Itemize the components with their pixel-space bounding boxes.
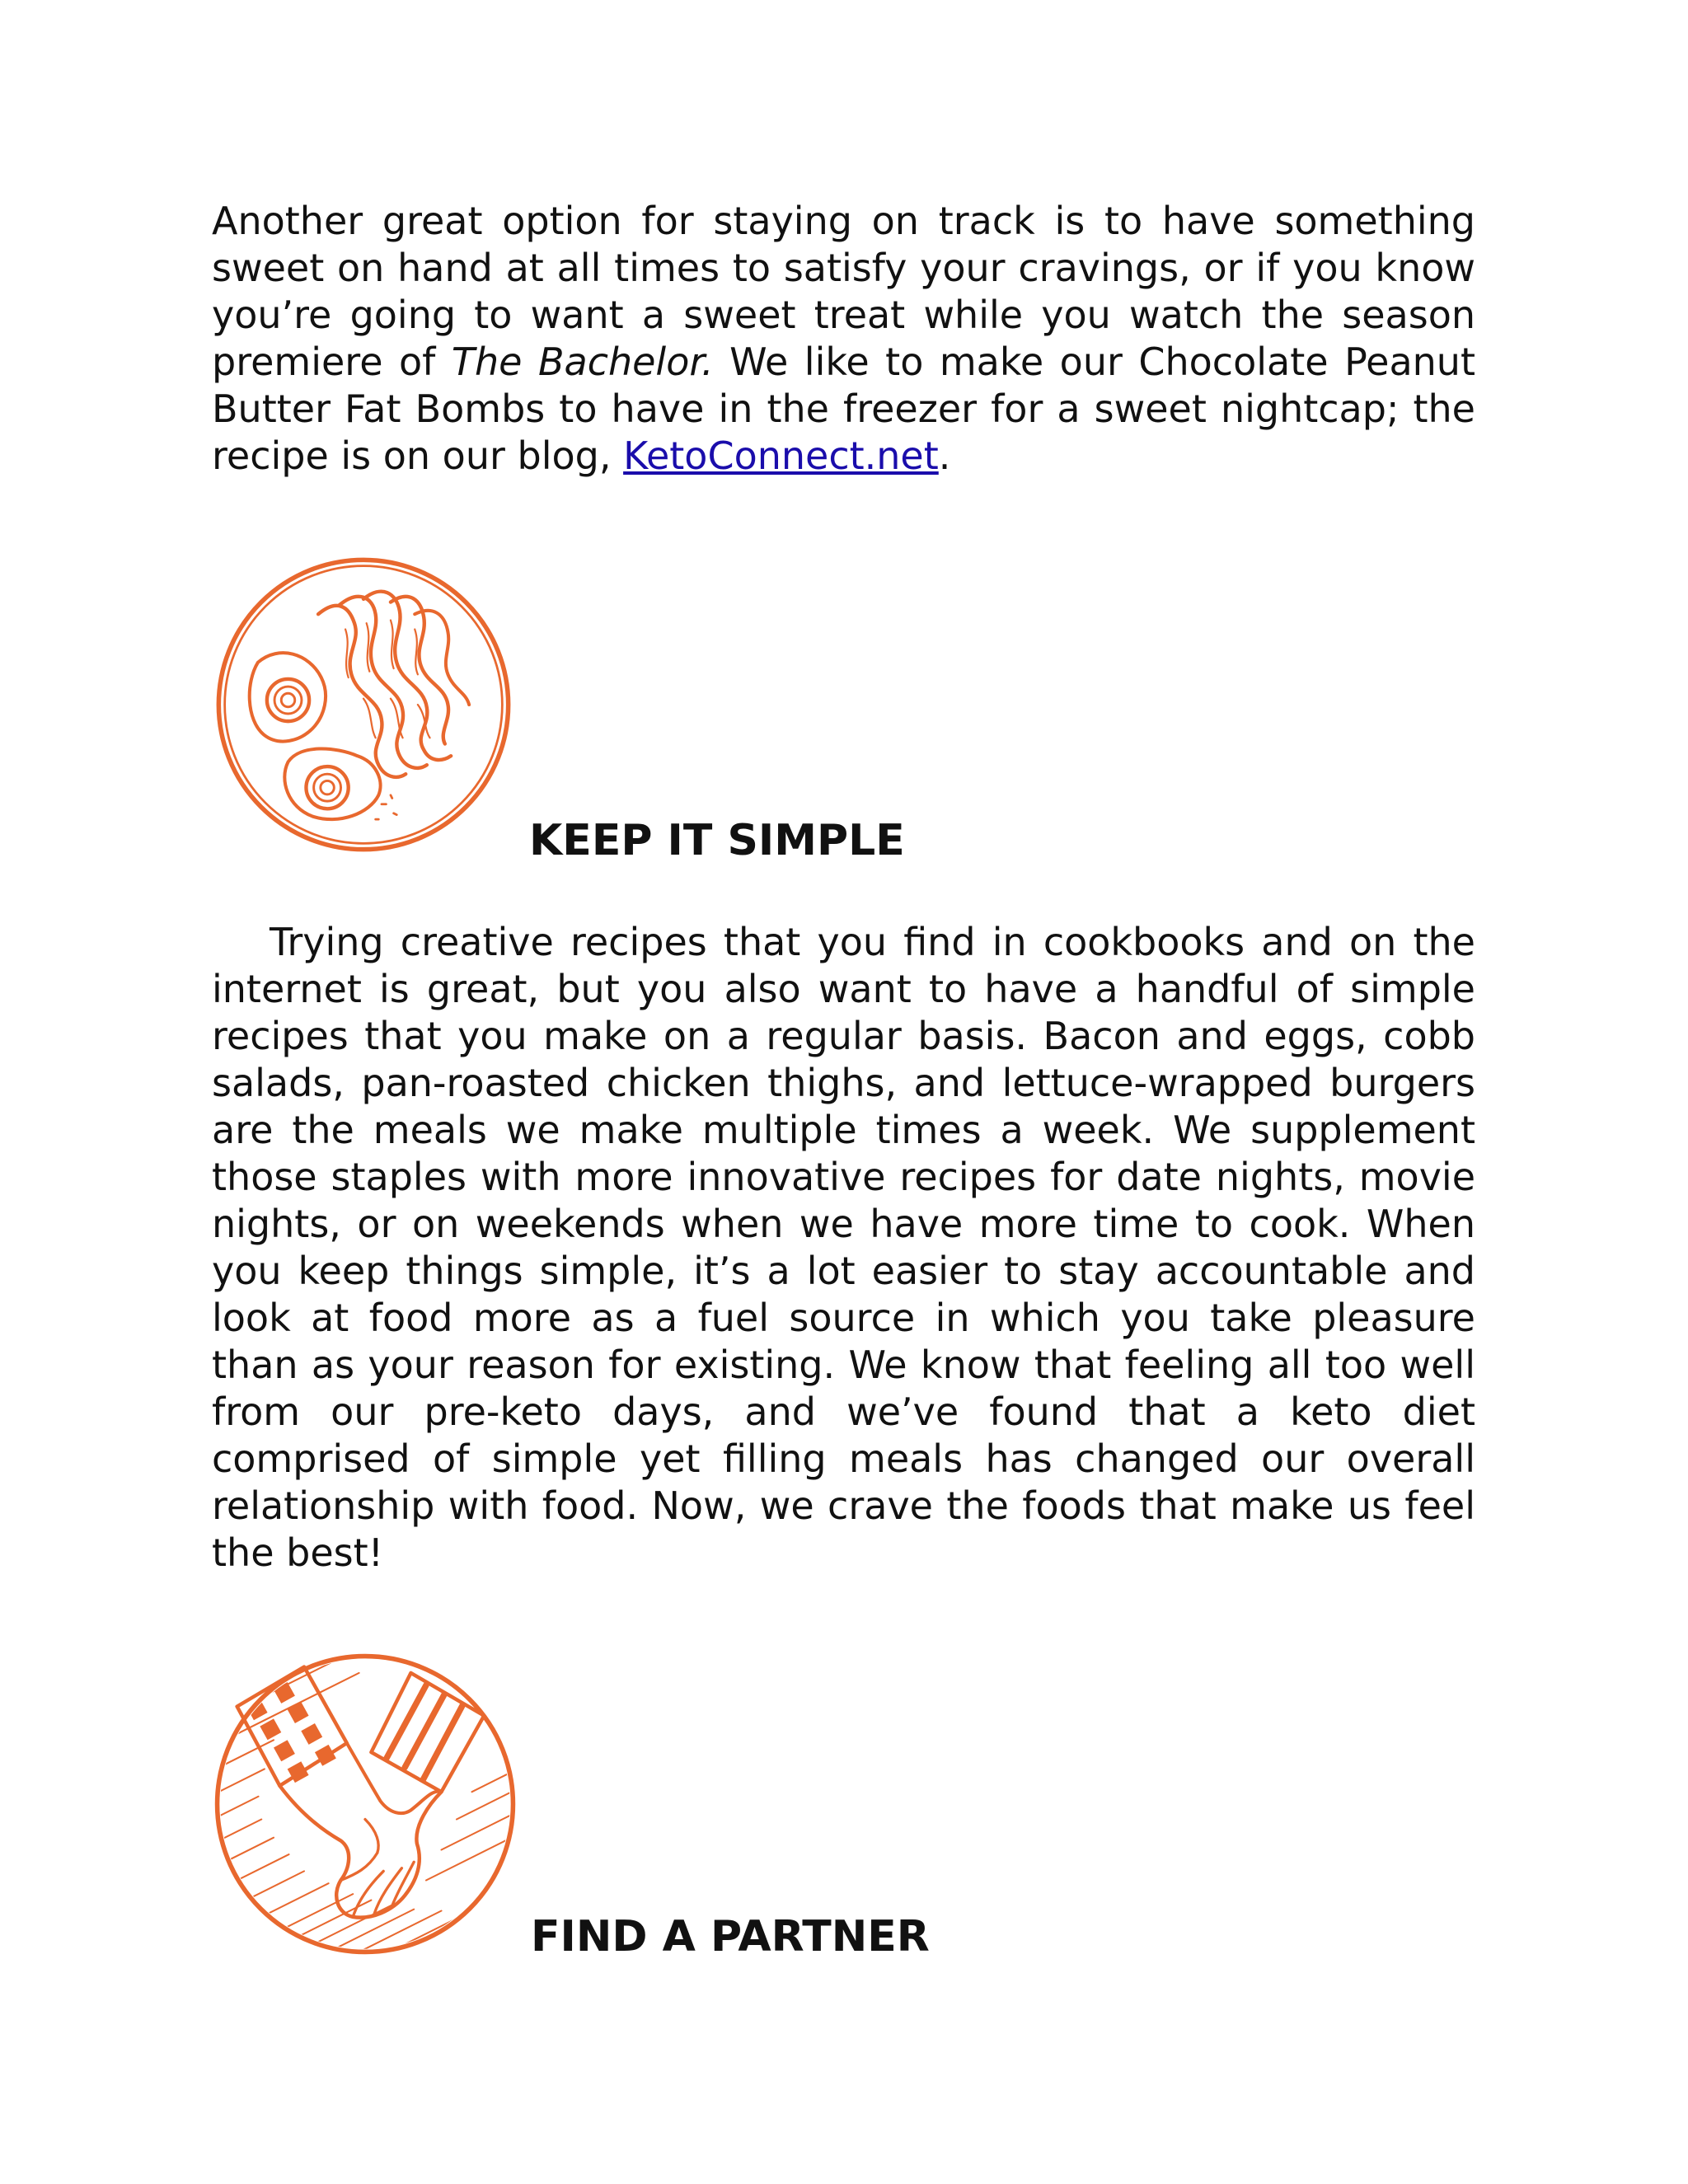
intro-paragraph xyxy=(212,198,1475,480)
blog-link[interactable]: KetoConnect.net xyxy=(623,434,939,478)
find-a-partner-heading: FIND A PARTNER xyxy=(531,1912,930,1961)
keep-it-simple-paragraph: Trying creative recipes that you find in cookbooks and on the internet is great, but you also want to have a handful of simple recipes that you make on a regular basis. Bacon and eggs, cobb salads, pan-roasted chicken thighs, and lettuce-wrapped burgers are the meals we make multiple times a week. We supplement those staples with more innovative recipes for date nights, movie nights, or on weekends when we have more time to cook. When you keep things simple, it’s a lot easier to stay accountable and look at food more as a fuel source in which you take pleasure than as your reason for existing. We know that feeling all too well from our pre-keto days, and we’ve found that a keto diet comprised of simple yet filling meals has changed our overall relationship with food. Now, we crave the foods that make us feel the best! xyxy=(212,920,1475,1575)
show-title: The Bachelor. xyxy=(451,340,714,384)
intro-text-before-title: Another great option for staying on track is to have something sweet on hand at all times to satisfy your cravings, or if you know you’re going to want a sweet treat while you watch the season premiere of xyxy=(212,199,1475,384)
keep-it-simple-heading: KEEP IT SIMPLE xyxy=(529,816,905,865)
bacon-and-eggs-plate-icon xyxy=(213,554,514,855)
intro-text-after-title: We like to make our Chocolate Peanut Butter Fat Bombs to have in the freezer for a sweet nightcap; the recipe is on our blog, xyxy=(212,340,1475,478)
intro-text-end: . xyxy=(938,434,951,478)
holding-hands-icon xyxy=(213,1652,518,1957)
